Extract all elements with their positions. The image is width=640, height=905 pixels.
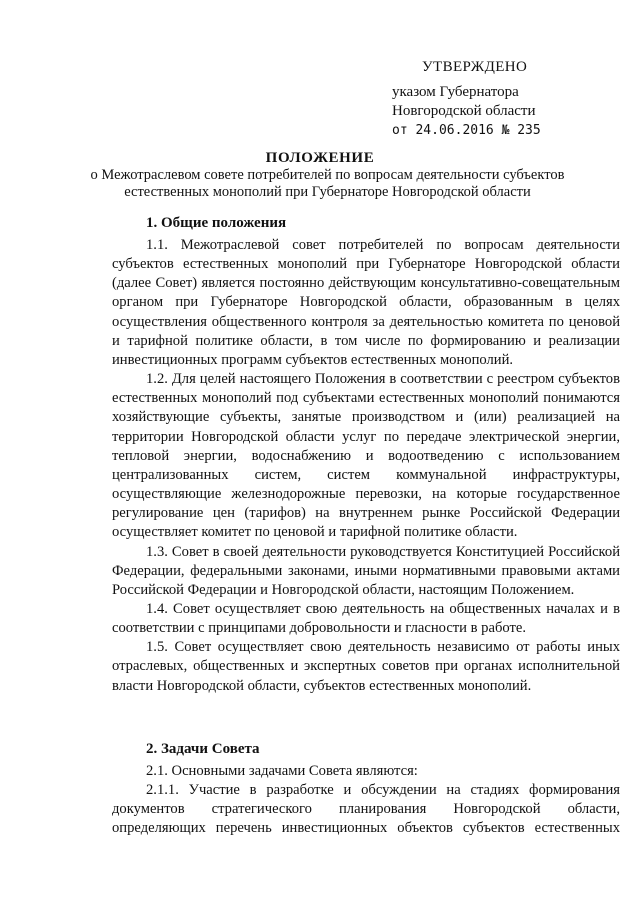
paragraph-1-3: 1.3. Совет в своей деятельности руководствуется Конституцией Российской Федерации, федеральными законами, иными нормативными правовыми актами Российской Федерации и Новгородской области, настоящим Положением. [112,543,620,598]
section-heading-tasks: 2. Задачи Совета [146,741,260,757]
paragraph-2-1: 2.1. Основными задачами Совета являются: [146,763,418,779]
section-body-tasks [112,762,620,839]
paragraph-1-2: 1.2. Для целей настоящего Положения в соответствии с реестром субъектов естественных монополий под субъектами естественных монополий понимаются хозяйствующие субъекты, занятые производством и (или) реализацией на территории Новгородской области услуг по передаче электрической энергии, тепловой энергии, водоснабжению и водоотведению с использованием централизованных систем, систем коммунальной инфраструктуры, осуществляющие железнодорожные перевозки, на которые государственное регулирование цен (тарифов) на внутреннем рынке Российской Федерации осуществляет комитет по ценовой и тарифной политике области. [112,371,620,541]
document-subtitle: о Межотраслевом совете потребителей по вопросам деятельности субъектов естественных монополий при Губернаторе Новгородской области [90,167,565,200]
paragraph-1-1: 1.1. Межотраслевой совет потребителей по вопросам деятельности субъектов естественных монополий при Губернаторе Новгородской области (далее Совет) является постоянно действующим консультативно-совещательным органом при Губернаторе Новгородской области, образованным в целях осуществления общественного контроля за деятельностью комитета по ценовой и тарифной политике области, в том числе по формированию и реализации инвестиционных программ субъектов естественных монополий. [112,237,620,368]
approval-stamp [392,58,632,140]
approval-line-1: указом Губернатора [392,84,519,100]
section-body-general [112,236,620,696]
section-heading-general: 1. Общие положения [146,215,287,231]
approval-date: от 24.06.2016 № 235 [392,123,541,138]
paragraph-1-4: 1.4. Совет осуществляет свою деятельность на общественных началах и в соответствии с принципами добровольности и гласности в работе. [112,600,620,637]
approval-line-2: Новгородской области [392,103,536,119]
paragraph-2-1-1: 2.1.1. Участие в разработке и обсуждении на стадиях формирования документов стратегического планирования Новгородской области, определяющих перечень инвестиционных объектов субъектов естественных [112,782,620,837]
document-title: ПОЛОЖЕНИЕ [265,150,375,166]
paragraph-1-5: 1.5. Совет осуществляет свою деятельность независимо от работы иных отраслевых, общественных и экспертных советов при органах исполнительной власти Новгородской области, субъектов естественных монополий. [112,639,620,694]
approval-heading: УТВЕРЖДЕНО [422,59,528,75]
